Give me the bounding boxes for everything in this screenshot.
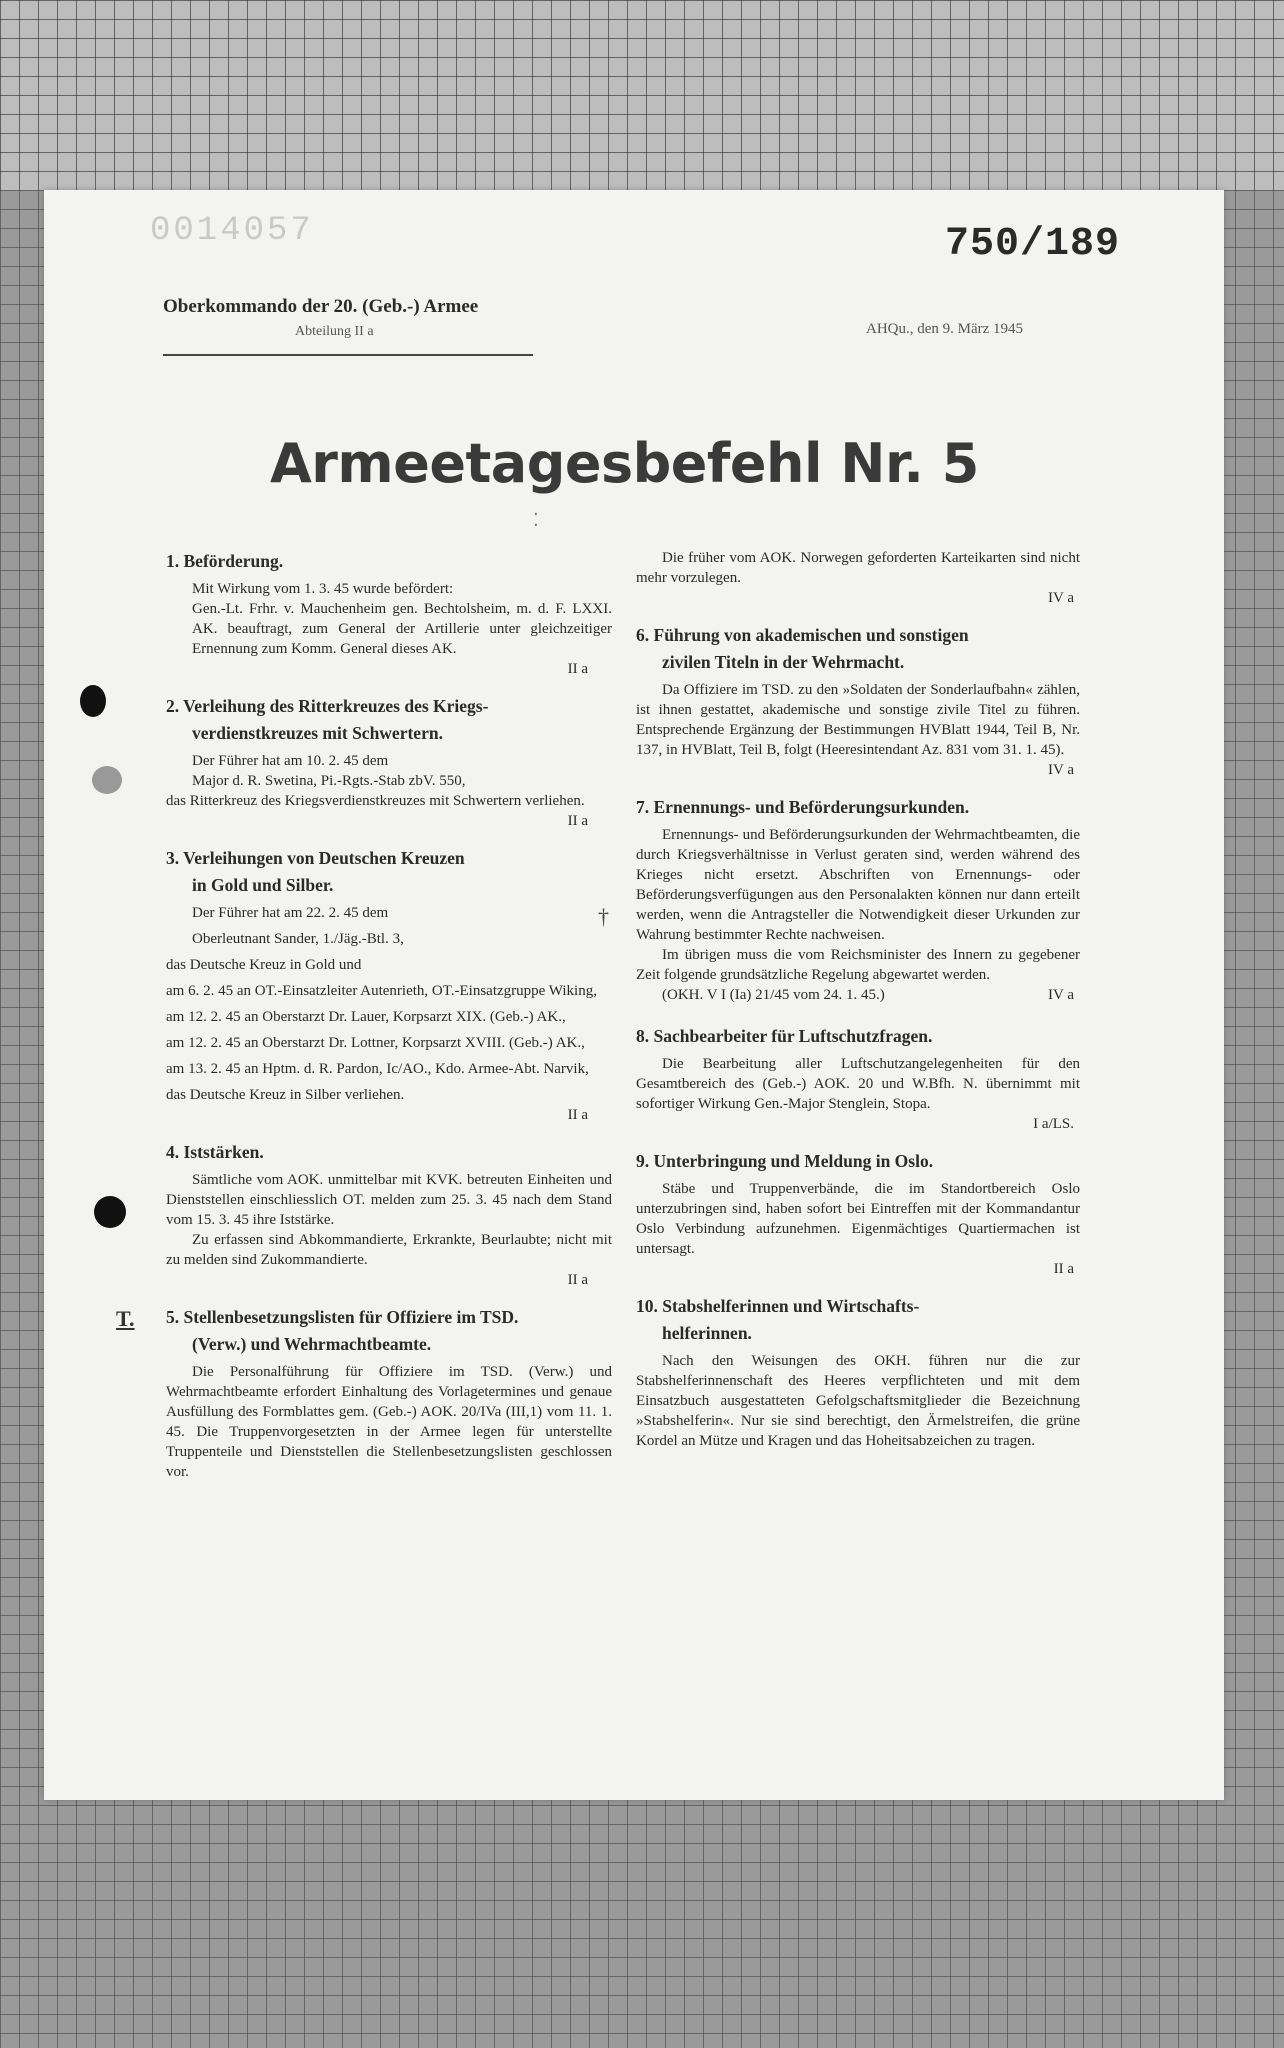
section-3-item: am 6. 2. 45 an OT.-Einsatzleiter Autenrieth, OT.-Einsatzgruppe Wiking, — [166, 983, 597, 999]
section-3-gold: das Deutsche Kreuz in Gold und — [166, 957, 362, 973]
section-5-ref: IV a — [1048, 590, 1074, 606]
section-7-reference — [636, 985, 1080, 1005]
section-3-recipient: Oberleutnant Sander, 1./Jäg.-Btl. 3, — [192, 931, 404, 947]
section-1-ref: II a — [567, 661, 588, 677]
punch-hole — [94, 1196, 126, 1228]
section-heading-10 — [636, 1293, 1080, 1347]
section-heading-5-line2: (Verw.) und Wehrmachtbeamte. — [192, 1334, 432, 1354]
section-heading-6 — [636, 622, 1080, 676]
page-title: Armeetagesbefehl Nr. 5 — [270, 432, 979, 495]
graph-paper-top — [0, 0, 1284, 190]
section-heading-3-line2: in Gold und Silber. — [192, 875, 334, 895]
section-9-ref: II a — [1053, 1261, 1074, 1277]
section-1-intro: Mit Wirkung vom 1. 3. 45 wurde befördert: — [192, 581, 454, 597]
section-7-text: Im übrigen muss die vom Reichsminister des Innern zu gegebener Zeit folgende grundsätzliche Regelung abgewartet werden. — [636, 947, 1080, 983]
section-heading-5 — [166, 1304, 612, 1358]
section-8-text: Die Bearbeitung aller Luftschutzangelegenheiten für den Gesamtbereich des (Geb.-) AOK. 20 und W.Bfh. N. übernimmt mit sofortiger Wirkung Gen.-Major Stenglein, Stopa. — [636, 1056, 1080, 1112]
header-rule — [163, 354, 533, 356]
section-4-ref: II a — [567, 1272, 588, 1288]
section-3-item: am 13. 2. 45 an Hptm. d. R. Pardon, Ic/AO., Kdo. Armee-Abt. Narvik, — [166, 1061, 589, 1077]
section-heading-2-line1: 2. Verleihung des Ritterkreuzes des Kriegs- — [166, 696, 489, 716]
section-2-recipient: Major d. R. Swetina, Pi.-Rgts.-Stab zbV. 550, — [192, 773, 466, 789]
section-heading-8: 8. Sachbearbeiter für Luftschutzfragen. — [636, 1026, 933, 1046]
issuing-authority: Oberkommando der 20. (Geb.-) Armee — [163, 296, 479, 317]
punch-hole — [92, 766, 122, 794]
section-heading-2-line2: verdienstkreuzes mit Schwertern. — [192, 723, 443, 743]
section-5-continued: Die früher vom AOK. Norwegen geforderten Karteikarten sind nicht mehr vorzulegen. — [636, 550, 1080, 586]
place-date: AHQu., den 9. März 1945 — [866, 321, 1024, 337]
section-2-text: das Ritterkreuz des Kriegsverdienstkreuzes mit Schwertern verliehen. — [166, 793, 585, 809]
section-heading-2 — [166, 693, 612, 747]
section-heading-4: 4. Iststärken. — [166, 1142, 264, 1162]
section-3-ref: II a — [567, 1107, 588, 1123]
cross-mark: † — [598, 904, 609, 929]
section-heading-3-line1: 3. Verleihungen von Deutschen Kreuzen — [166, 848, 465, 868]
section-4-text: Sämtliche vom AOK. unmittelbar mit KVK. betreuten Einheiten und Dienststellen einschliesslich OT. melden zum 25. 3. 45 nach dem Stand vom 15. 3. 45 ihre Iststärke. — [166, 1172, 612, 1228]
section-6-text: Da Offiziere im TSD. zu den »Soldaten der Sonderlaufbahn« zählen, ist ihnen gestattet, akademische und sonstige zivile Titel zu führen. Entsprechende Ergänzung der Bestimmungen HVBlatt 1944, Teil B, Nr. 137, in HVBlatt, Teil B, folgt (Heeresintendant Az. 831 vom 31. 1. 45). — [636, 682, 1080, 758]
section-heading-7: 7. Ernennungs- und Beförderungsurkunden. — [636, 797, 970, 817]
section-heading-6-line1: 6. Führung von akademischen und sonstigen — [636, 625, 969, 645]
section-9-text: Stäbe und Truppenverbände, die im Standortbereich Oslo unterzubringen sind, haben sofort bei Eintreffen mit der Kommandantur Oslo Verbindung aufzunehmen. Eigenmächtiges Quartiermachen ist untersagt. — [636, 1181, 1080, 1257]
section-heading-10-line1: 10. Stabshelferinnen und Wirtschafts- — [636, 1296, 920, 1316]
right-column — [636, 548, 1080, 1451]
section-1-text: Gen.-Lt. Frhr. v. Mauchenheim gen. Bechtolsheim, m. d. F. LXXI. AK. beauftragt, zum General der Artillerie unter gleichzeitiger Ernennung zum Komm. General dieses AK. — [192, 601, 612, 657]
section-heading-3 — [166, 845, 612, 899]
section-2-ref: II a — [567, 813, 588, 829]
section-3-item: am 12. 2. 45 an Oberstarzt Dr. Lottner, Korpsarzt XVIII. (Geb.-) AK., — [166, 1035, 585, 1051]
section-2-intro: Der Führer hat am 10. 2. 45 dem — [192, 753, 389, 769]
section-5-text: Die Personalführung für Offiziere im TSD. (Verw.) und Wehrmachtbeamte erfordert Einhaltung des Vorlagetermines und genaue Ausfüllung des Formblattes gem. (Geb.-) AOK. 20/IVa (III,1) vom 11. 1. 45. Die Truppenvorgesetzten in der Armee legen für unterstellte Truppenteile und Dienststellen die Stellenbesetzungslisten geschlossen vor. — [166, 1364, 612, 1480]
document-number: 750/189 — [945, 222, 1121, 267]
department: Abteilung II a — [295, 324, 374, 339]
punch-hole — [80, 685, 106, 717]
stray-mark: ⁚ — [533, 510, 539, 530]
margin-annotation: T. — [116, 1306, 135, 1331]
section-heading-9: 9. Unterbringung und Meldung in Oslo. — [636, 1151, 934, 1171]
section-heading-10-line2: helferinnen. — [662, 1323, 752, 1343]
section-10-text: Nach den Weisungen des OKH. führen nur die zur Stabshelferinnenschaft des Heeres verpflichteten und mit dem Einsatzbuch ausgestatteten Gefolgschaftsmitglieder die Bezeichnung »Stabshelferin«. Nur sie sind berechtigt, den Ärmelstreifen, die grüne Kordel an Mütze und Kragen und das Hoheitsabzeichen zu tragen. — [636, 1353, 1080, 1449]
section-heading-5-line1: 5. Stellenbesetzungslisten für Offiziere im TSD. — [166, 1307, 519, 1327]
section-heading-6-line2: zivilen Titeln in der Wehrmacht. — [662, 652, 905, 672]
section-3-item: am 12. 2. 45 an Oberstarzt Dr. Lauer, Korpsarzt XIX. (Geb.-) AK., — [166, 1009, 566, 1025]
section-3-silver: das Deutsche Kreuz in Silber verliehen. — [166, 1087, 405, 1103]
left-column — [166, 548, 612, 1482]
section-6-ref: IV a — [1048, 762, 1074, 778]
section-8-ref: I a/LS. — [1033, 1116, 1074, 1132]
section-7-ref: IV a — [1048, 987, 1074, 1003]
faded-stamp-number: 0014057 — [150, 212, 314, 250]
section-4-text: Zu erfassen sind Abkommandierte, Erkrankte, Beurlaubte; nicht mit zu melden sind Zukommandierte. — [166, 1232, 612, 1268]
section-7-text: Ernennungs- und Beförderungsurkunden der Wehrmachtbeamten, die durch Kriegsverhältnisse in Verlust geraten sind, werden während des Krieges nicht ersetzt. Abschriften von Ernennungs- oder Beförderungsverfügungen aus den Personalakten können nur dann erteilt werden, wenn die Antragsteller die Notwendigkeit dieser Urkunden zur Wahrung bestimmter Rechte nachweisen. — [636, 827, 1080, 943]
section-heading-1: 1. Beförderung. — [166, 551, 284, 571]
section-7-citation: (OKH. V I (Ia) 21/45 vom 24. 1. 45.) — [662, 987, 885, 1003]
section-3-intro: Der Führer hat am 22. 2. 45 dem — [192, 905, 389, 921]
